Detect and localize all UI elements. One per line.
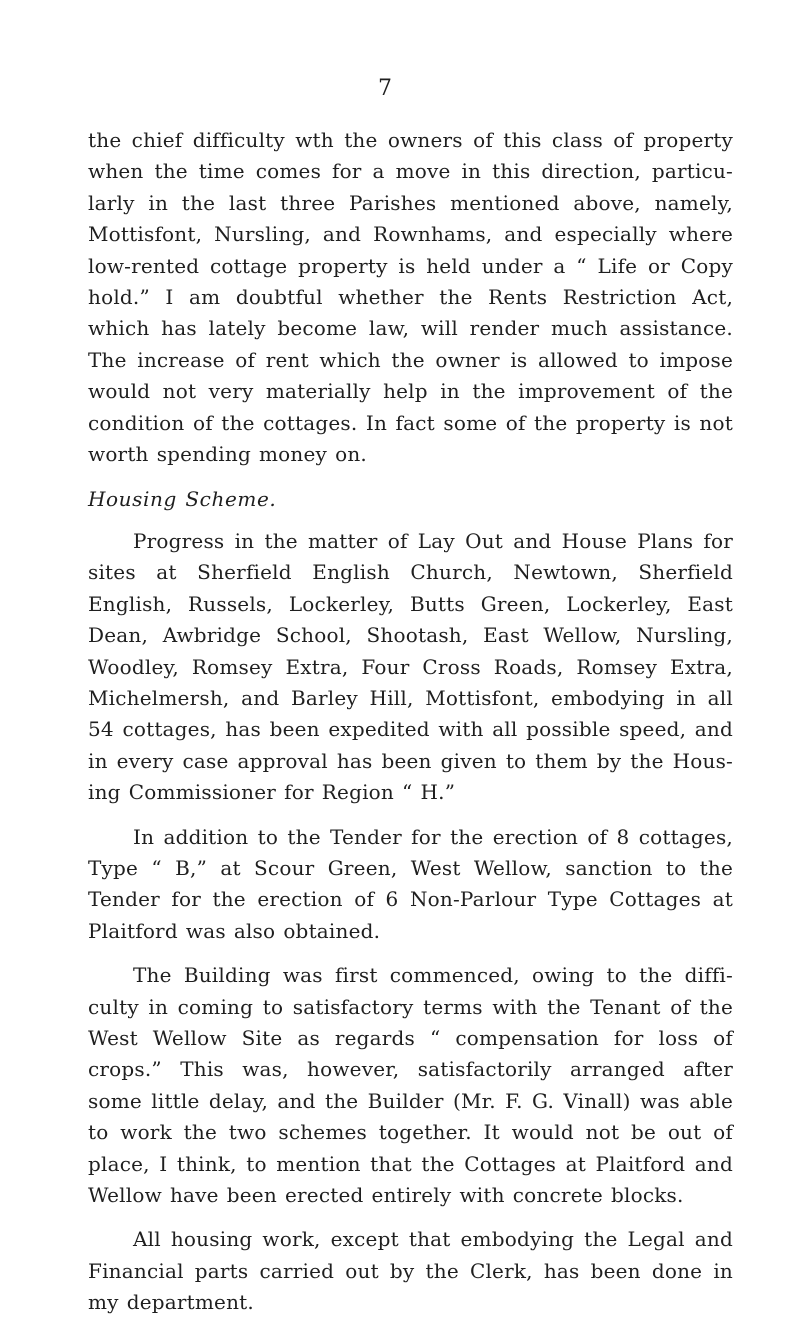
paragraph-tenders: In addition to the Tender for the erection of 8 cottages, Type “ B,” at Scour Green, West Wellow, sanction to the Tender for the erection of 6 Non-Parlour Type Cottages at Plaitford was also obtained.	[88, 824, 733, 943]
section-heading: Housing Scheme.	[88, 487, 277, 512]
paragraph-building: The Building was first commenced, owing to the diffi-culty in coming to satisfactory terms with the Tenant of the West Wellow Site as regards “ compensation for loss of crops.” This was, however, satisfactorily arranged after some little delay, and the Builder (Mr. F. G. Vinall) was able to work the two schemes together. It would not be out of place, I think, to mention that the Cottages at Plaitford and Wellow have been erected entirely with concrete blocks.	[88, 963, 733, 1207]
paragraph-difficulty: the chief difficulty wth the owners of this class of property when the time comes for a move in this direction, particu-larly in the last three Parishes mentioned above, namely, Mottisfont, Nursling, and Rownhams, and especially where low-rented cottage property is held under a “ Life or Copy hold.” I am doubtful whether the Rents Restriction Act, which has lately become law, will render much assistance. The increase of rent which the owner is allowed to impose would not very materially help in the improvement of the condition of the cottages. In fact some of the property is not worth spending money on.	[88, 128, 733, 467]
body-text	[88, 125, 733, 1319]
paragraph-housing-work: All housing work, except that embodying the Legal and Financial parts carried out by the Clerk, has been done in my department.	[88, 1227, 733, 1315]
paragraph-progress: Progress in the matter of Lay Out and House Plans for sites at Sherfield English Church, Newtown, Sherfield English, Russels, Lockerley, Butts Green, Lockerley, East Dean, Awbridge School, Shootash, East Wellow, Nursling, Woodley, Romsey Extra, Four Cross Roads, Romsey Extra, Michelmersh, and Barley Hill, Mottisfont, embodying in all 54 cottages, has been expedited with all possible speed, and in every case approval has been given to them by the Hous-ing Commissioner for Region “ H.”	[88, 528, 733, 805]
page-number: 7	[378, 76, 392, 101]
